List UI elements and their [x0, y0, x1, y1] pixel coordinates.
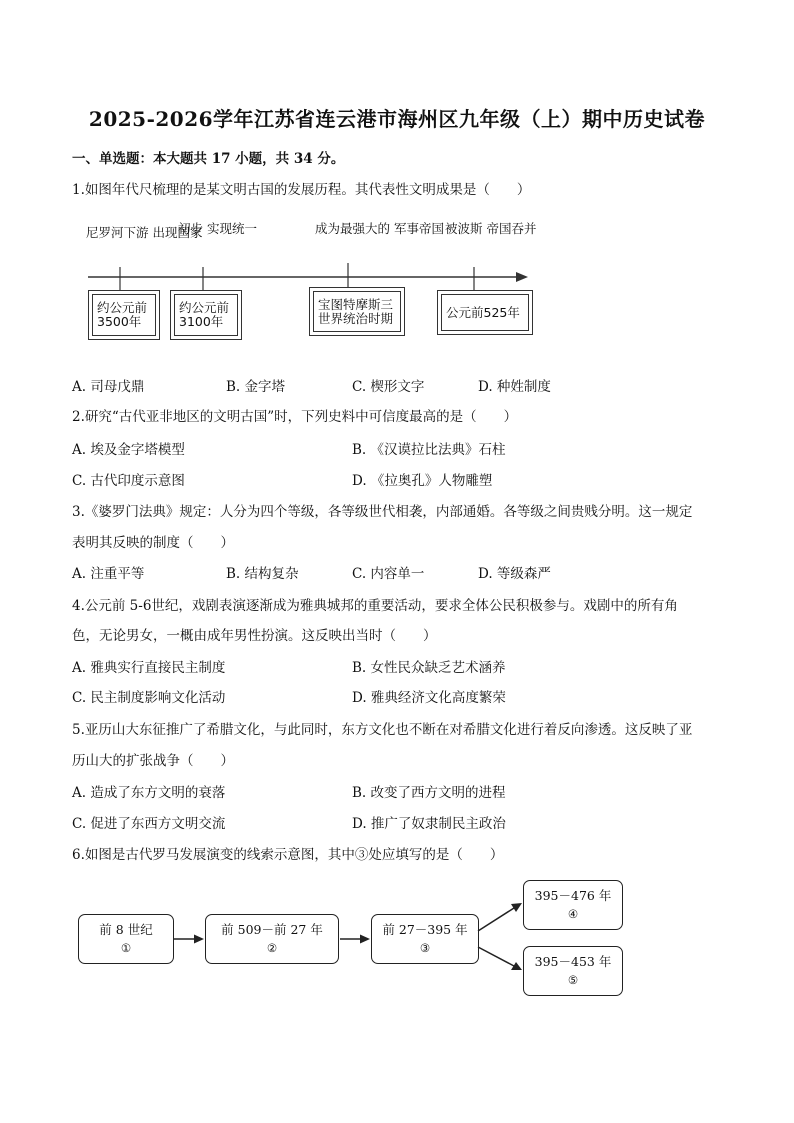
flow-box-1-label: 前 8 世纪 [99, 922, 153, 937]
q5-option-a: A. 造成了东方文明的衰落 [72, 785, 226, 801]
flow-box-1 [78, 914, 174, 964]
q4-option-c: C. 民主制度影响文化活动 [72, 690, 226, 706]
flow-box-4-label: 395－476 年 [534, 888, 612, 903]
q5-option-b: B. 改变了西方文明的进程 [352, 785, 506, 801]
flow-box-2 [205, 914, 339, 964]
q2-option-b: B. 《汉谟拉比法典》石柱 [352, 442, 506, 458]
timeline-event-3: 成为最强大的 军事帝国 [315, 221, 444, 236]
q1-option-c: C. 楔形文字 [352, 379, 425, 395]
q2-option-c: C. 古代印度示意图 [72, 473, 185, 489]
timeline-event-1: 尼罗河下游 出现国家 [86, 225, 203, 240]
q5-stem-line1: 5.亚历山大东征推广了希腊文化，与此同时，东方文化也不断在对希腊文化进行着反向渗透。这反映了亚 [72, 722, 693, 738]
q1-stem: 1.如图年代尺梳理的是某文明古国的发展历程。其代表性文明成果是（ ） [72, 182, 531, 198]
flow-box-2-mark: ② [266, 941, 278, 955]
q5-stem-line2: 历山大的扩张战争（ ） [72, 753, 234, 769]
timeline-date-3: 宝图特摩斯三 世界统治时期 [313, 291, 401, 332]
section-heading: 一、单选题：本大题共 17 小题，共 34 分。 [72, 151, 345, 167]
q4-stem-line2: 色，无论男女，一概由成年男性扮演。这反映出当时（ ） [72, 628, 437, 644]
q4-stem-line1: 4.公元前 5-6世纪，戏剧表演逐渐成为雅典城邦的重要活动，要求全体公民积极参与。戏剧中的所有角 [72, 598, 678, 614]
timeline-date-1: 约公元前 3500年 [92, 294, 156, 336]
flow-box-1-mark: ① [120, 941, 132, 955]
flow-box-5-label: 395－453 年 [534, 954, 612, 969]
q1-option-a: A. 司母戊鼎 [72, 379, 145, 395]
q2-option-a: A. 埃及金字塔模型 [72, 442, 185, 458]
flow-box-3-label: 前 27－395 年 [382, 922, 468, 937]
q6-stem: 6.如图是古代罗马发展演变的线索示意图，其中③处应填写的是（ ） [72, 847, 504, 863]
q3-stem-line1: 3.《婆罗门法典》规定：人分为四个等级，各等级世代相袭，内部通婚。各等级之间贵贱分明。这一规定 [72, 504, 693, 520]
q5-option-d: D. 推广了奴隶制民主政治 [352, 816, 506, 832]
q1-option-d: D. 种姓制度 [478, 379, 551, 395]
exam-title: 2025-2026学年江苏省连云港市海州区九年级（上）期中历史试卷 [88, 107, 706, 131]
timeline-event-4: 被波斯 帝国吞并 [445, 221, 537, 236]
q2-stem: 2.研究“古代亚非地区的文明古国”时，下列史料中可信度最高的是（ ） [72, 409, 518, 425]
q4-option-d: D. 雅典经济文化高度繁荣 [352, 690, 506, 706]
q3-option-a: A. 注重平等 [72, 566, 145, 582]
q4-option-b: B. 女性民众缺乏艺术涵养 [352, 660, 506, 676]
flow-box-5 [523, 946, 623, 996]
timeline-date-2: 约公元前 3100年 [174, 294, 238, 336]
q3-option-d: D. 等级森严 [478, 566, 551, 582]
timeline-event-2: 初步 实现统一 [178, 221, 257, 236]
flow-box-5-mark: ⑤ [567, 973, 579, 987]
flow-box-4-mark: ④ [567, 907, 579, 921]
q4-option-a: A. 雅典实行直接民主制度 [72, 660, 226, 676]
q3-stem-line2: 表明其反映的制度（ ） [72, 535, 234, 551]
flow-box-3 [371, 914, 479, 964]
timeline-date-4: 公元前525年 [441, 294, 529, 331]
q2-option-d: D. 《拉奥孔》人物雕塑 [352, 473, 493, 489]
flow-box-3-mark: ③ [419, 941, 431, 955]
flow-box-4 [523, 880, 623, 930]
q5-option-c: C. 促进了东西方文明交流 [72, 816, 226, 832]
q3-option-c: C. 内容单一 [352, 566, 425, 582]
flow-box-2-label: 前 509－前 27 年 [221, 922, 323, 937]
q1-option-b: B. 金字塔 [226, 379, 286, 395]
q3-option-b: B. 结构复杂 [226, 566, 299, 582]
